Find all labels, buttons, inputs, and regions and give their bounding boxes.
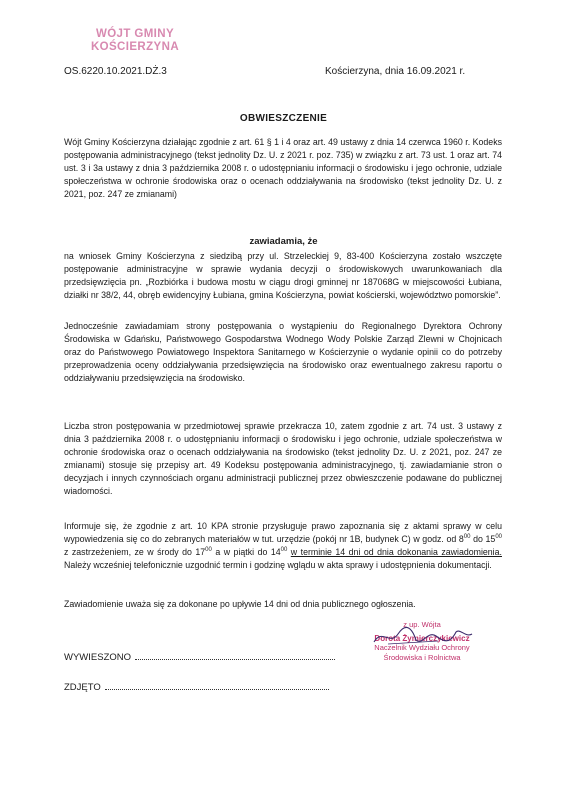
intro-paragraph: Wójt Gminy Kościerzyna działając zgodnie z art. 61 § 1 i 4 oraz art. 49 ustawy z dnia 14 czerwca 1960 r. Kodeks postępowania administracyjnego (tekst jednolity Dz. U. z 2021 r. poz. 735) w związku z art. 73 ust. 1 oraz art. 74 ust. 3 i 3a ustawy z dnia 3 października 2008 r. o udostępnianiu informacji o środowisku i jego ochronie, udziale społeczeństwa w ochronie środowiska oraz o ocenach oddziaływania na środowisko (tekst jednolity Dz. U. z 2021, poz. 247 ze zmianami): [64, 137, 502, 199]
paragraph-proceedings: na wniosek Gminy Kościerzyna z siedzibą przy ul. Strzeleckiej 9, 83-400 Kościerzyna zostało wszczęte postępowanie administracyjne w sprawie wydania decyzji o środowiskowych uwarunkowaniach dla przedsięwzięcia pn. „Rozbiórka i budowa mostu w ciągu drogi gminnej nr 187068G w miejscowości Łubiana, działki nr 38/2, 44, obręb ewidencyjny Łubiana, gmina Kościerzyna, powiat kościerski, województwo pomorskie”.: [64, 251, 502, 300]
office-stamp: [80, 28, 190, 54]
paragraph-parties: Liczba stron postępowania w przedmiotowej sprawie przekracza 10, zatem zgodnie z art. 74 ust. 3 ustawy z dnia 3 października 2008 r. o udostępnianiu informacji o środowisku i jego ochronie, udziale społeczeństwa w ochronie środowiska oraz o ocenach oddziaływania na środowisko (tekst jednolity Dz. U. z 2021, poz. 247 ze zmianami) stosuje się przepisy art. 49 Kodeksu postępowania administracyjnego, tj. zawiadamianie stron o decyzjach i innych czynnościach organu administracji publicznej przez obwieszczenie podawane do publicznej wiadomości.: [64, 421, 502, 496]
announcement-subtitle: zawiadamia, że: [249, 236, 318, 247]
removed-label: ZDJĘTO: [64, 682, 101, 693]
hour-sup-3: 00: [205, 547, 212, 554]
inspection-text-2: do 15: [470, 534, 496, 544]
signatory-role-2: Środowiska i Rolnictwa: [383, 652, 461, 662]
inspection-text-4: a w piątki do 14: [211, 547, 281, 557]
signatory-role-1: Naczelnik Wydziału Ochrony: [374, 643, 470, 652]
removed-dotted-line: [105, 688, 329, 690]
posted-dotted-line: [135, 658, 335, 660]
inspection-text-5: Należy wcześniej telefonicznie uzgodnić termin i godzinę wglądu w akta sprawy i udostępnienia dokumentacji.: [64, 560, 492, 570]
paragraph-effective: Zawiadomienie uważa się za dokonane po upływie 14 dni od dnia publicznego ogłoszenia.: [64, 599, 416, 609]
paragraph-inspection: [64, 520, 502, 572]
inspection-text-3: z zastrzeżeniem, ze w środy do 17: [64, 547, 206, 557]
hour-sup-4: 00: [280, 547, 288, 554]
paragraph-opinions: Jednocześnie zawiadamiam strony postępowania o wystąpieniu do Regionalnego Dyrektora Ochrony Środowiska w Gdańsku, Państwowego Gospodarstwa Wodnego Wody Polskie Zarząd Zlewni w Chojnicach oraz do Państwowego Powiatowego Inspektora Sanitarnego w Kościerzynie o wydanie opinii co do potrzeby przeprowadzenia oceny oddziaływania przedsięwzięcia na środowisko oraz ewentualnego zakresu raportu o oddziaływaniu przedsięwzięcia na środowisko.: [64, 321, 502, 383]
posted-label: WYWIESZONO: [64, 652, 132, 663]
handwritten-signature: [368, 624, 478, 650]
signatory-name: Dorota Żymierczykiewicz: [374, 633, 470, 643]
reference-number: OS.6220.10.2021.DŻ.3: [64, 66, 167, 77]
stamp-line-1: WÓJT GMINY: [95, 28, 175, 40]
stamp-line-2: KOŚCIERZYNA: [90, 41, 180, 53]
hour-sup-2: 00: [495, 534, 502, 541]
deadline-underlined: w terminie 14 dni od dnia dokonania zawiadomienia.: [290, 547, 502, 557]
document-title: OBWIESZCZENIE: [239, 113, 328, 124]
posted-line: [64, 652, 335, 663]
place-and-date: Kościerzyna, dnia 16.09.2021 r.: [325, 66, 466, 77]
hour-sup-1: 00: [463, 534, 471, 541]
removed-line: [64, 682, 329, 693]
inspection-text-1: Informuje się, że zgodnie z art. 10 KPA stronie przysługuje prawo zapoznania się z aktami sprawy w celu wypowiedzenia się co do zebranych materiałów w tut. urzędzie (pokój nr 1B, budynek C) w godz. od 8: [64, 521, 502, 544]
signature-authority: z up. Wójta: [403, 620, 441, 629]
